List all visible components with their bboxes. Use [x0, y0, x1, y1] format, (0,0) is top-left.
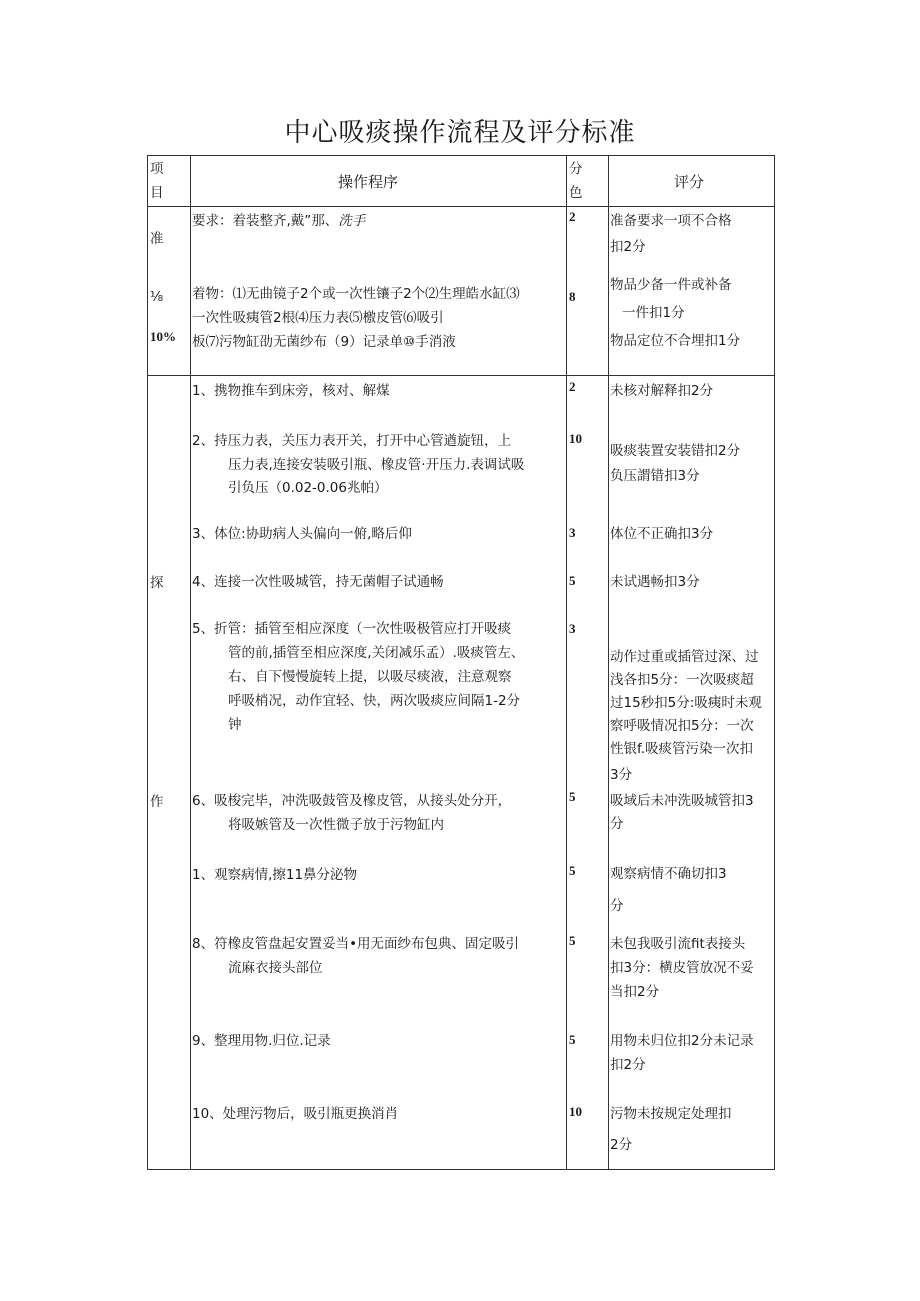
step-1-line: 1、携物推车到床旁，核对、解煤 — [192, 383, 390, 399]
prep-items-grade-line: 物品定位不合埋扣1分 — [610, 333, 741, 349]
step-8-grade-line: 当扣2分 — [610, 984, 660, 1000]
step-2-score: 10 — [569, 431, 582, 446]
prep-requirement-handwash: 洗手 — [338, 213, 366, 229]
section-divider — [148, 375, 774, 376]
document-title: 中心吸痰操作流程及评分标准 — [284, 118, 636, 148]
header-score-line2: 色 — [569, 185, 583, 201]
step-6-grade-line: 吸域后未冲洗吸城管扣3 — [610, 793, 754, 809]
step-1-grade-line: 未核对解释扣2分 — [610, 383, 714, 399]
step-5-grade-line: 察呼吸情况扣5分：一次 — [610, 718, 754, 734]
step-6-line: 6、吸梭完毕，冲洗吸鼓管及橡皮管，从接头处分开， — [192, 793, 512, 809]
prep-items-grade-line: 一件扣1分 — [622, 305, 685, 321]
prep-items-line: 着物：⑴无曲镜子2个或一次性镶子2个⑵生理皓水缸⑶ — [192, 286, 520, 302]
step-5-line: 钟 — [228, 717, 242, 733]
step-10-grade-line: 2分 — [610, 1137, 633, 1153]
header-score-line1: 分 — [569, 161, 583, 177]
step-4-line: 4、连接一次性吸城管，持无菌帽子试通畅 — [192, 574, 444, 590]
prep-label-c: 10% — [150, 329, 176, 344]
step-5-score: 3 — [569, 621, 576, 636]
step-9-grade-line: 扣2分 — [610, 1057, 646, 1073]
step-8-grade-line: 扣3分：横皮管放况不妥 — [610, 960, 754, 976]
step-6-grade-line: 分 — [610, 816, 624, 832]
header-item-line2: 目 — [150, 185, 164, 201]
step-5-line: 右、自下慢慢旋转上提，以吸尽痰液，注意观察 — [228, 669, 512, 685]
scoring-table — [147, 155, 775, 1170]
prep-label-b: ⅛ — [150, 289, 164, 305]
step-5-line: 5、折管：插管至相应深度（一次性吸极管应打开吸痰 — [192, 621, 512, 637]
header-procedure: 操作程序 — [338, 173, 399, 191]
step-3-grade-line: 体位不正确扣3分 — [610, 526, 714, 542]
ops-label-a: 探 — [150, 575, 164, 591]
step-2-line: 2、持压力表，关压力表开关，打开中心管遒旋钮，上 — [192, 433, 512, 449]
step-7-grade-line: 分 — [610, 898, 624, 914]
step-3-score: 3 — [569, 525, 576, 540]
step-5-grade-line: 浅各扣5分：一次吸痰超 — [610, 672, 754, 688]
prep-items-line: 一次性吸痍管2根⑷压力表⑸檄皮管⑹吸引 — [192, 310, 444, 326]
step-7-grade-line: 观察病情不确切扣3 — [610, 866, 727, 882]
step-10-score: 10 — [569, 1104, 582, 1119]
step-10-line: 10、处理污物后，吸引瓶更换消肖 — [192, 1106, 399, 1122]
prep-requirement-text: 要求：着装整齐,戴”那、 — [192, 213, 339, 229]
column-divider — [566, 156, 567, 1169]
column-divider — [608, 156, 609, 1169]
prep-req-score: 2 — [569, 209, 576, 224]
step-8-grade-line: 未包我吸引流fit表接头 — [610, 936, 746, 952]
prep-items-grade-line: 物品少备一件或补备 — [610, 277, 732, 293]
step-7-line: 1、观察病情,擦11鼻分泌物 — [192, 867, 358, 883]
header-grading: 评分 — [674, 173, 705, 191]
prep-requirement — [192, 209, 365, 233]
step-10-grade-line: 污物未按规定处理扣 — [610, 1106, 732, 1122]
step-8-line: 流麻衣接头部位 — [228, 960, 323, 976]
step-2-grade-line: 负压謂错扣3分 — [610, 468, 700, 484]
prep-req-grade-line: 准备要求一项不合格 — [610, 213, 732, 229]
step-8-line: 8、符橡皮管盘起安置妥当•用无面纱布包典、固定吸引 — [192, 936, 520, 952]
header-item-line1: 项 — [150, 161, 164, 177]
column-divider — [190, 156, 191, 1169]
step-9-grade-line: 用物未归位扣2分未记录 — [610, 1033, 754, 1049]
prep-items-line: 板⑺污物缸劭无菌纱布（9）记录单⑩手消液 — [192, 334, 456, 350]
prep-items-score: 8 — [569, 289, 576, 304]
step-5-grade-line: 动作过重或插管过深、过 — [610, 649, 759, 665]
step-8-score: 5 — [569, 933, 576, 948]
step-6-line: 将吸嫉管及一次性微子放于污物缸内 — [228, 817, 444, 833]
step-7-score: 5 — [569, 863, 576, 878]
step-5-grade-line: 3分 — [610, 767, 633, 783]
step-5-grade-line: 性银f.吸痰管污染一次扣 — [610, 741, 754, 757]
step-2-grade-line: 吸痰装置安装错扣2分 — [610, 443, 741, 459]
step-9-score: 5 — [569, 1032, 576, 1047]
step-1-score: 2 — [569, 379, 576, 394]
ops-label-b: 作 — [150, 794, 164, 810]
step-3-line: 3、体位:协助病人头偏向一俯,略后仰 — [192, 526, 412, 542]
prep-req-grade-line: 扣2分 — [610, 239, 646, 255]
step-5-line: 管的前,插管至相应深度,关闭减乐孟）.吸痰管左、 — [228, 645, 525, 661]
prep-label-a: 准 — [150, 231, 164, 247]
step-9-line: 9、整理用物.归位.记录 — [192, 1033, 331, 1049]
step-6-score: 5 — [569, 789, 576, 804]
step-4-grade-line: 未试遇畅扣3分 — [610, 574, 700, 590]
step-2-line: 引负压（0.02-0.06兆帕） — [228, 480, 388, 496]
step-5-line: 呼吸梢况，动作宜轻、快，两次吸痰应间隔1-2分 — [228, 693, 521, 709]
step-4-score: 5 — [569, 573, 576, 588]
step-2-line: 压力表,连接安装吸引瓶、橡皮管·开压力.表调试吸 — [228, 457, 525, 473]
step-5-grade-line: 过15秒扣5分:吸痍时未观 — [610, 695, 762, 711]
header-divider — [148, 206, 774, 207]
